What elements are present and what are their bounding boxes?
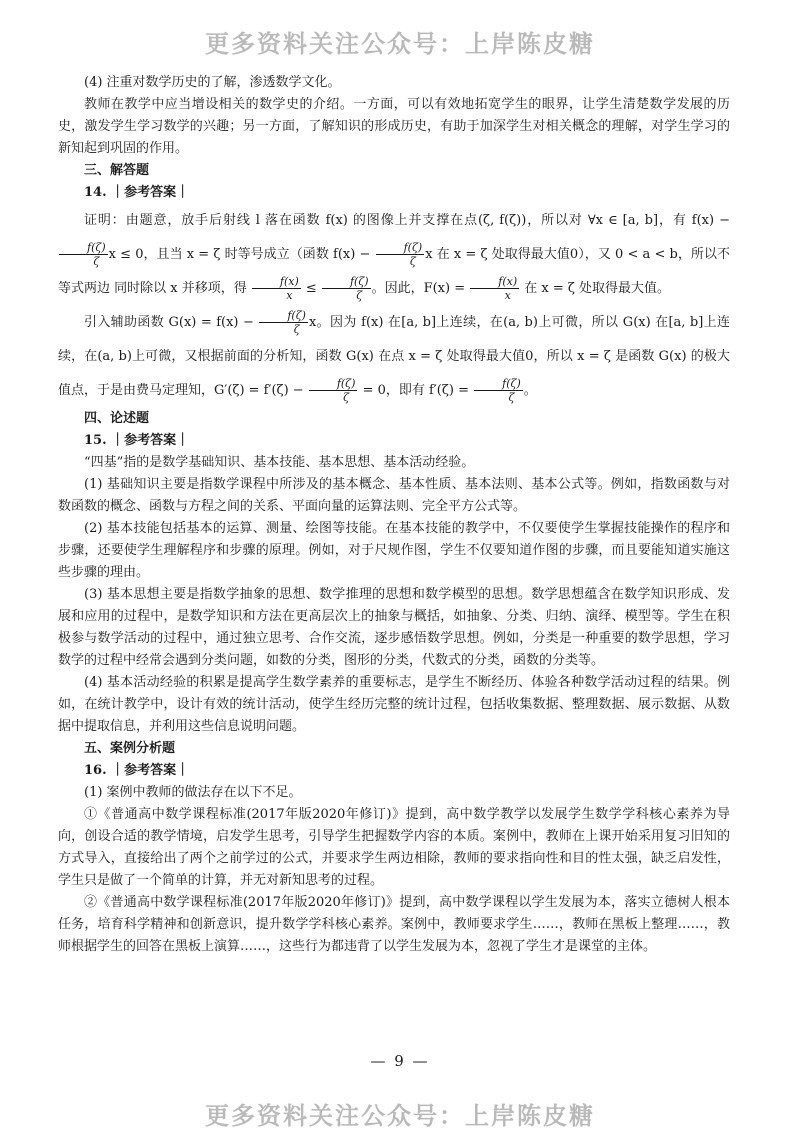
q14-proof-paragraph-1: 证明：由题意，放手后射线 l 落在函数 f(x) 的图像上并支撑在点(ζ, f(ζ))，所以对 ∀x ∈ [a, b]，有 f(x) − $\frac{f(\zeta)}{\zeta}$ x ≤ 0，且当 x = ζ 时等号成立（函数 f(x) − $\frac{f(\zeta)}{\zeta}$ x 在 x = ζ 处取得最大值0），又 0 < a < b，所以不等式两边 同时除以 x 并移项，得 $\frac{f(x)}{x}$ ≤ $\frac{f(\zeta)}{\zeta}$ 。因此，F(x) = $\frac{f(x)}{x}$ 在 x = ζ 处取得最大值。 bbox=[58, 213, 730, 302]
fraction-f-zeta-over-zeta: $\frac{f(\zeta)}{\zeta}$ bbox=[259, 309, 308, 336]
q16-intro: (1) 案例中教师的做法存在以下不足。 bbox=[84, 785, 302, 800]
watermark-bottom: 更多资料关注公众号：上岸陈皮糖 bbox=[205, 1102, 595, 1130]
q14-proof-paragraph-2: 引入辅助函数 G(x) = f(x) − $\frac{f(\zeta)}{\zeta}$ x。因为 f(x) 在[a, b]上连续，在(a, b)上可微，所以 G(x) 在[a, b]上连续，在(a, b)上可微，又根据前面的分析知，函数 G(x) 在点 x = ζ 处取得最大值0，所以 x = ζ 是函数 G(x) 的极大值点，于是由费马定理知，G′(ζ) = f′(ζ) − $\frac{f(\zeta)}{\zeta}$ = 0，即有 f′(ζ) = $\frac{f(\zeta)}{\zeta}$ 。 bbox=[58, 309, 730, 404]
q16-point-1: ①《普通高中数学课程标准(2017年版2020年修订)》提到，高中数学教学以发展学生数学学科核心素养为导向，创设合适的教学情境，启发学生思考，引导学生把握数学内容的本质。案例中，教师在上课开始采用复习旧知的方式导入，直接给出了两个之前学过的公式，并要求学生两边相除，教师的要求指向性和目的性太强，缺乏启发性，学生只是做了一个简单的计算，并无对新知思考的过程。 bbox=[58, 807, 730, 888]
fraction-f-x-over-x: $\frac{f(x)}{x}$ bbox=[470, 275, 519, 302]
fraction-f-x-over-x: $\frac{f(x)}{x}$ bbox=[252, 275, 301, 302]
item4-title: (4) 注重对数学历史的了解，渗透数学文化。 bbox=[84, 75, 341, 90]
fraction-f-zeta-over-zeta: $\frac{f(\zeta)}{\zeta}$ bbox=[322, 275, 371, 302]
q15-point-4: (4) 基本活动经验的积累是提高学生数学素养的重要标志，是学生不断经历、体验各种数学活动过程的结果。例如，在统计教学中，设计有效的统计活动，使学生经历完整的统计过程，包括收集数据、整理数据、展示数据、从数据中提取信息，并利用这些信息说明问题。 bbox=[58, 675, 730, 734]
page-number: — 9 — bbox=[370, 1052, 430, 1070]
document-body bbox=[58, 72, 730, 958]
section-3-title: 三、解答题 bbox=[84, 163, 150, 178]
watermark-top: 更多资料关注公众号：上岸陈皮糖 bbox=[205, 30, 595, 58]
q15-point-1: (1) 基础知识主要是指数学课程中所涉及的基本概念、基本性质、基本法则、基本公式等。例如，指数函数与对数函数的概念、函数与方程之间的关系、平面向量的运算法则、完全平方公式等。 bbox=[58, 477, 730, 514]
q14-answer-label: 14. ｜参考答案｜ bbox=[84, 185, 190, 200]
fraction-f-zeta-over-zeta: $\frac{f(\zeta)}{\zeta}$ bbox=[474, 377, 523, 404]
q15-answer-label: 15. ｜参考答案｜ bbox=[84, 433, 190, 448]
q16-answer-label: 16. ｜参考答案｜ bbox=[84, 763, 190, 778]
section-5-title: 五、案例分析题 bbox=[84, 741, 176, 756]
section-4-title: 四、论述题 bbox=[84, 411, 150, 426]
fraction-f-zeta-over-zeta: $\frac{f(\zeta)}{\zeta}$ bbox=[309, 377, 358, 404]
item4-body: 教师在教学中应当增设相关的数学史的介绍。一方面，可以有效地拓宽学生的眼界，让学生清楚数学发展的历史，激发学生学习数学的兴趣；另一方面，了解知识的形成历史，有助于加深学生对相关概念的理解，对学生学习的新知起到巩固的作用。 bbox=[58, 97, 730, 156]
fraction-f-zeta-over-zeta: $\frac{f(\zeta)}{\zeta}$ bbox=[376, 241, 425, 268]
q15-point-2: (2) 基本技能包括基本的运算、测量、绘图等技能。在基本技能的教学中，不仅要使学生掌握技能操作的程序和步骤，还要使学生理解程序和步骤的原理。例如，对于尺规作图，学生不仅要知道作图的步骤，而且要能知道实施这些步骤的理由。 bbox=[58, 521, 730, 580]
q15-point-3: (3) 基本思想主要是指数学抽象的思想、数学推理的思想和数学模型的思想。数学思想蕴含在数学知识形成、发展和应用的过程中，是数学知识和方法在更高层次上的抽象与概括，如抽象、分类、归纳、演绎、模型等。学生在积极参与数学活动的过程中，通过独立思考、合作交流，逐步感悟数学思想。例如，分类是一种重要的数学思想，学习数学的过程中经常会遇到分类问题，如数的分类，图形的分类，代数式的分类，函数的分类等。 bbox=[58, 587, 730, 668]
q15-intro: “四基”指的是数学基础知识、基本技能、基本思想、基本活动经验。 bbox=[84, 455, 475, 470]
fraction-f-zeta-over-zeta: $\frac{f(\zeta)}{\zeta}$ bbox=[59, 241, 108, 268]
q16-point-2: ②《普通高中数学课程标准(2017年版2020年修订)》提到，高中数学课程以学生发展为本，落实立德树人根本任务，培育科学精神和创新意识，提升数学学科核心素养。案例中，教师要求学生……，教师在黑板上整理……，教师根据学生的回答在黑板上演算……，这些行为都违背了以学生发展为本，忽视了学生才是课堂的主体。 bbox=[58, 895, 730, 954]
